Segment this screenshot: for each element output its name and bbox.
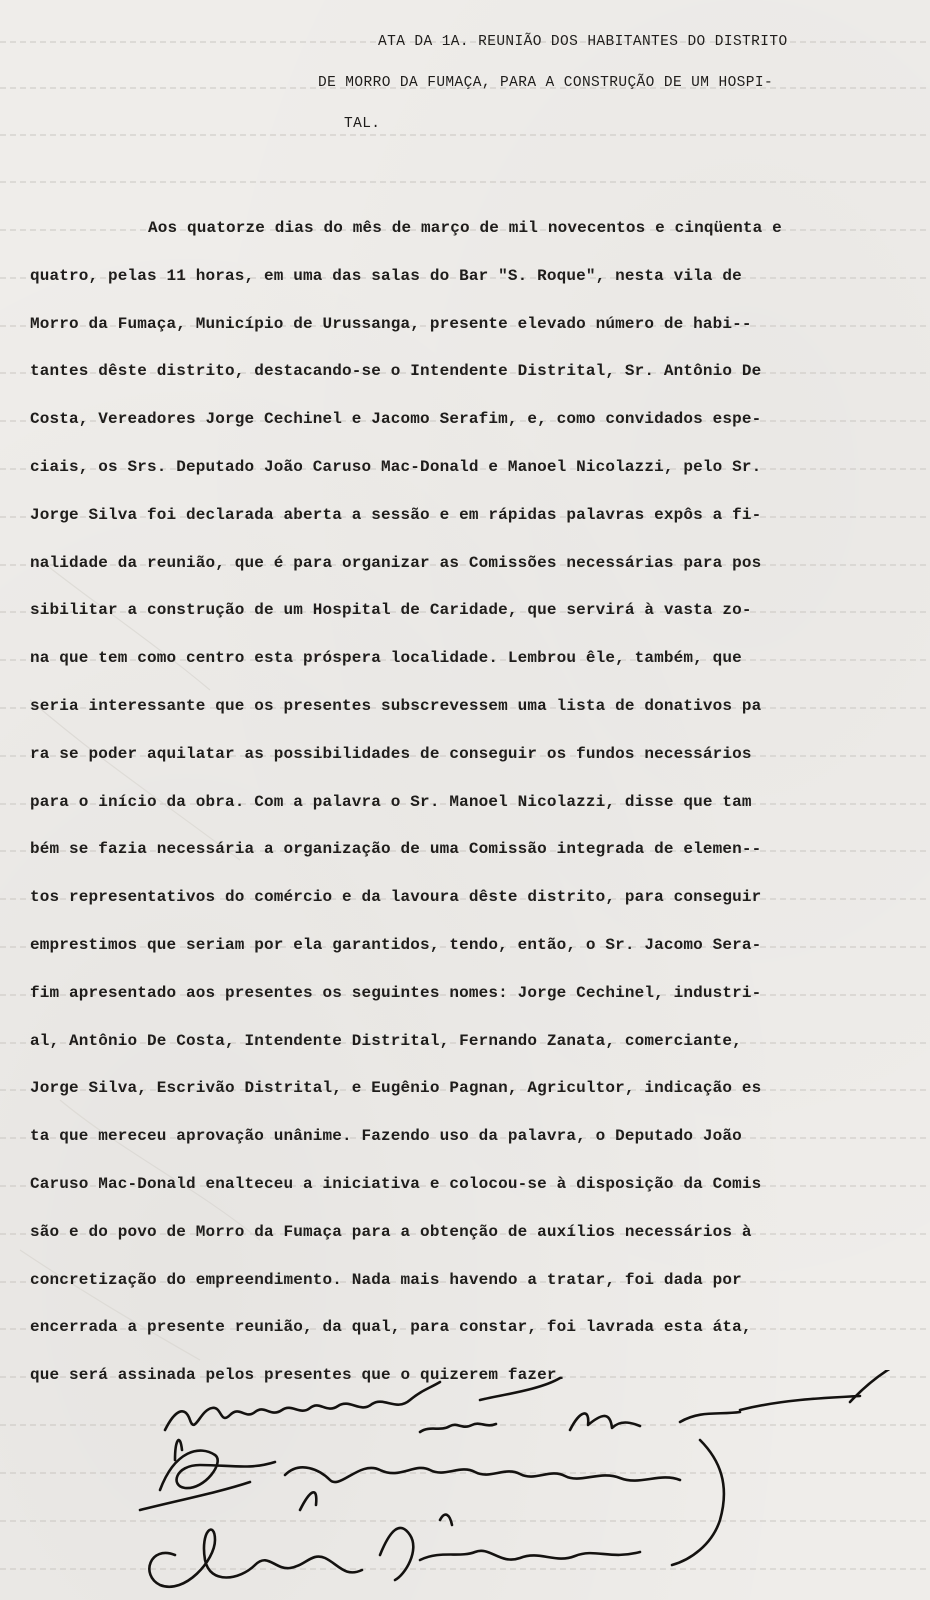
body-line: Jorge Silva, Escrivão Distrital, e Eugênio Pagnan, Agricultor, indicação es — [30, 1079, 762, 1098]
signature-stroke — [740, 1396, 860, 1410]
signature-stroke — [672, 1440, 724, 1565]
signature-stroke — [420, 1424, 496, 1432]
body-line: Caruso Mac-Donald enalteceu a iniciativa e colocou-se à disposição da Comis — [30, 1174, 762, 1193]
body-line: fim apresentado aos presentes os seguintes nomes: Jorge Cechinel, industri- — [30, 983, 762, 1002]
body-line: tos representativos do comércio e da lavoura dêste distrito, para conseguir — [30, 888, 762, 907]
body-line: encerrada a presente reunião, da qual, para constar, foi lavrada esta áta, — [30, 1318, 752, 1337]
body-line: ta que mereceu aprovação unânime. Fazendo uso da palavra, o Deputado João — [30, 1127, 742, 1146]
body-line: na que tem como centro esta próspera localidade. Lembrou êle, também, que — [30, 649, 742, 668]
body-line: são e do povo de Morro da Fumaça para a obtenção de auxílios necessários à — [30, 1222, 752, 1241]
signature-stroke — [480, 1378, 560, 1400]
body-line: quatro, pelas 11 horas, em uma das salas do Bar "S. Roque", nesta vila de — [30, 266, 742, 285]
signature-stroke — [160, 1451, 275, 1490]
body-line: concretização do empreendimento. Nada mais havendo a tratar, foi dada por — [30, 1270, 742, 1289]
signature-stroke — [300, 1492, 316, 1510]
body-line: emprestimos que seriam por ela garantidos, tendo, então, o Sr. Jacomo Sera- — [30, 935, 762, 954]
signature-stroke — [850, 1370, 925, 1402]
signature-stroke — [149, 1530, 362, 1587]
body-line: para o início da obra. Com a palavra o Sr. Manoel Nicolazzi, disse que tam — [30, 792, 752, 811]
body-line: al, Antônio De Costa, Intendente Distrital, Fernando Zanata, comerciante, — [30, 1031, 742, 1050]
signature-stroke — [380, 1528, 413, 1580]
handwritten-signatures — [0, 1370, 930, 1600]
title-line: ATA DA 1A. REUNIÃO DOS HABITANTES DO DISTRITO — [378, 34, 788, 50]
document-body — [30, 205, 910, 1400]
signature-stroke — [285, 1467, 680, 1482]
body-line: Morro da Fumaça, Município de Urussanga, presente elevado número de habi-- — [30, 314, 752, 333]
body-line: ciais, os Srs. Deputado João Caruso Mac-Donald e Manoel Nicolazzi, pelo Sr. — [30, 457, 762, 476]
body-line: que será assinada pelos presentes que o quizerem fazer. — [30, 1366, 567, 1385]
title-line: TAL. — [344, 116, 381, 132]
body-line: ra se poder aquilatar as possibilidades de conseguir os fundos necessários — [30, 744, 752, 763]
title-line: DE MORRO DA FUMAÇA, PARA A CONSTRUÇÃO DE UM HOSPI- — [318, 75, 774, 91]
document-title — [318, 22, 918, 145]
signature-stroke — [165, 1382, 440, 1430]
body-line: sibilitar a construção de um Hospital de Caridade, que servirá à vasta zo- — [30, 601, 752, 620]
body-line: tantes dêste distrito, destacando-se o Intendente Distrital, Sr. Antônio De — [30, 362, 762, 381]
signature-stroke — [680, 1412, 740, 1422]
body-line: Aos quatorze dias do mês de março de mil novecentos e cinqüenta e — [148, 219, 782, 237]
body-line: seria interessante que os presentes subscrevessem uma lista de donativos pa — [30, 696, 762, 715]
signature-stroke — [440, 1515, 452, 1525]
body-line: Jorge Silva foi declarada aberta a sessão e em rápidas palavras expôs a fi- — [30, 505, 762, 524]
signature-stroke — [420, 1551, 640, 1560]
body-line: nalidade da reunião, que é para organizar as Comissões necessárias para pos — [30, 553, 762, 572]
body-line: bém se fazia necessária a organização de uma Comissão integrada de elemen-- — [30, 840, 762, 859]
signature-stroke — [570, 1414, 640, 1430]
body-line: Costa, Vereadores Jorge Cechinel e Jacomo Serafim, e, como convidados espe- — [30, 410, 762, 429]
